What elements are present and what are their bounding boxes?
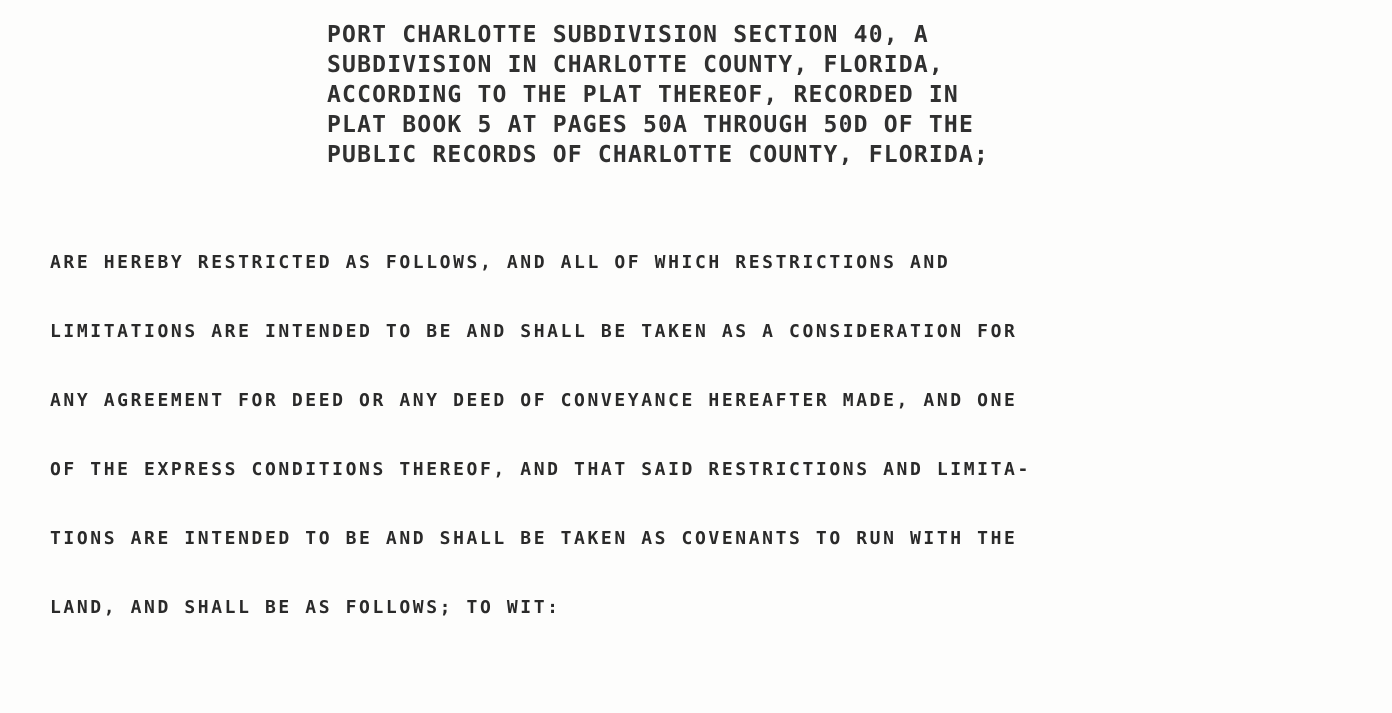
paragraph-line: TIONS ARE INTENDED TO BE AND SHALL BE TAKEN AS COVENANTS TO RUN WITH THE xyxy=(50,528,1018,549)
legal-description-line: PUBLIC RECORDS OF CHARLOTTE COUNTY, FLORIDA; xyxy=(327,142,990,168)
paragraph-line: OF THE EXPRESS CONDITIONS THEREOF, AND THAT SAID RESTRICTIONS AND LIMITA- xyxy=(50,459,1031,480)
restrictions-paragraph xyxy=(50,228,1350,642)
legal-description-line: SUBDIVISION IN CHARLOTTE COUNTY, FLORIDA, xyxy=(327,52,944,78)
paragraph-line: LAND, AND SHALL BE AS FOLLOWS; TO WIT: xyxy=(50,597,561,618)
legal-description-line: ACCORDING TO THE PLAT THEREOF, RECORDED IN xyxy=(327,82,959,108)
paragraph-line: LIMITATIONS ARE INTENDED TO BE AND SHALL BE TAKEN AS A CONSIDERATION FOR xyxy=(50,321,1018,342)
legal-description-line: PORT CHARLOTTE SUBDIVISION SECTION 40, A xyxy=(327,22,929,48)
legal-description-block xyxy=(327,20,1087,170)
paragraph-line: ARE HEREBY RESTRICTED AS FOLLOWS, AND ALL OF WHICH RESTRICTIONS AND xyxy=(50,252,951,273)
legal-description-line: PLAT BOOK 5 AT PAGES 50A THROUGH 50D OF THE xyxy=(327,112,975,138)
paragraph-line: ANY AGREEMENT FOR DEED OR ANY DEED OF CONVEYANCE HEREAFTER MADE, AND ONE xyxy=(50,390,1018,411)
